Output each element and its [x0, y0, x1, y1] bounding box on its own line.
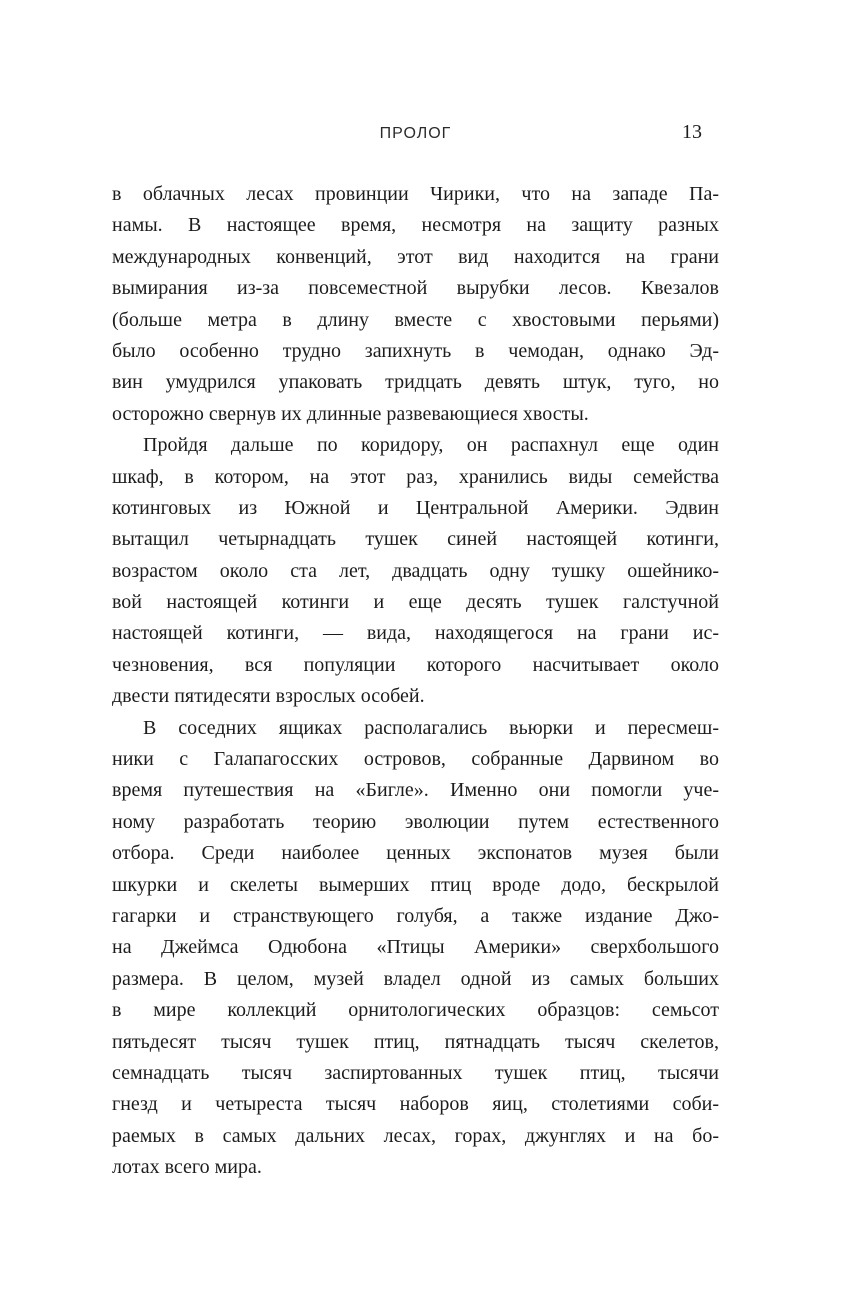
text-line: отбора. Среди наиболее ценных экспонатов музея были — [112, 842, 719, 865]
text-line: вин умудрился упаковать тридцать девять штук, туго, но — [112, 371, 719, 394]
text-line: двести пятидесяти взрослых особей. — [112, 685, 425, 708]
text-line: вой настоящей котинги и еще десять тушек галстучной — [112, 591, 719, 614]
text-line: осторожно свернув их длинные развевающиеся хвосты. — [112, 402, 589, 425]
text-line: котинговых из Южной и Центральной Америки. Эдвин — [112, 496, 719, 519]
text-line: настоящей котинги, — вида, находящегося на грани ис- — [112, 622, 719, 645]
text-line: чезновения, вся популяции которого насчитывает около — [112, 653, 719, 676]
text-line: Пройдя дальше по коридору, он распахнул еще один — [143, 434, 719, 457]
running-header-title: ПРОЛОГ — [379, 125, 452, 142]
text-line: ному разработать теорию эволюции путем естественного — [112, 810, 719, 833]
text-line: пятьдесят тысяч тушек птиц, пятнадцать тысяч скелетов, — [112, 1030, 719, 1053]
text-line: ники с Галапагосских островов, собранные Дарвином во — [112, 748, 719, 771]
text-line: лотах всего мира. — [112, 1156, 262, 1179]
text-line: размера. В целом, музей владел одной из самых больших — [112, 967, 719, 990]
text-line: раемых в самых дальних лесах, горах, джунглях и на бо- — [112, 1124, 719, 1147]
text-line: шкаф, в котором, на этот раз, хранились виды семейства — [112, 465, 719, 488]
text-line: семнадцать тысяч заспиртованных тушек птиц, тысячи — [112, 1061, 719, 1084]
body-text-block — [112, 179, 719, 1184]
text-line: гнезд и четыреста тысяч наборов яиц, столетиями соби- — [112, 1093, 719, 1116]
text-line: вытащил четырнадцать тушек синей настоящей котинги, — [112, 528, 719, 551]
text-line: в облачных лесах провинции Чирики, что на западе Па- — [112, 183, 719, 205]
text-line: было особенно трудно запихнуть в чемодан, однако Эд- — [112, 339, 719, 362]
text-line: вымирания из-за повсеместной вырубки лесов. Квезалов — [112, 277, 719, 300]
text-line: возрастом около ста лет, двадцать одну тушку ошейнико- — [112, 559, 719, 582]
text-line: намы. В настоящее время, несмотря на защиту разных — [112, 214, 719, 237]
text-line: гагарки и странствующего голубя, а также издание Джо- — [112, 904, 719, 927]
page-number: 13 — [682, 121, 702, 143]
text-line: (больше метра в длину вместе с хвостовыми перьями) — [112, 308, 719, 331]
text-line: на Джеймса Одюбона «Птицы Америки» сверхбольшого — [112, 936, 719, 959]
text-line: международных конвенций, этот вид находится на грани — [112, 245, 719, 268]
text-line: В соседних ящиках располагались вьюрки и пересмеш- — [143, 716, 719, 739]
text-line: в мире коллекций орнитологических образцов: семьсот — [112, 999, 719, 1022]
text-line: шкурки и скелеты вымерших птиц вроде додо, бескрылой — [112, 873, 719, 896]
text-line: время путешествия на «Бигле». Именно они помогли уче- — [112, 779, 719, 802]
